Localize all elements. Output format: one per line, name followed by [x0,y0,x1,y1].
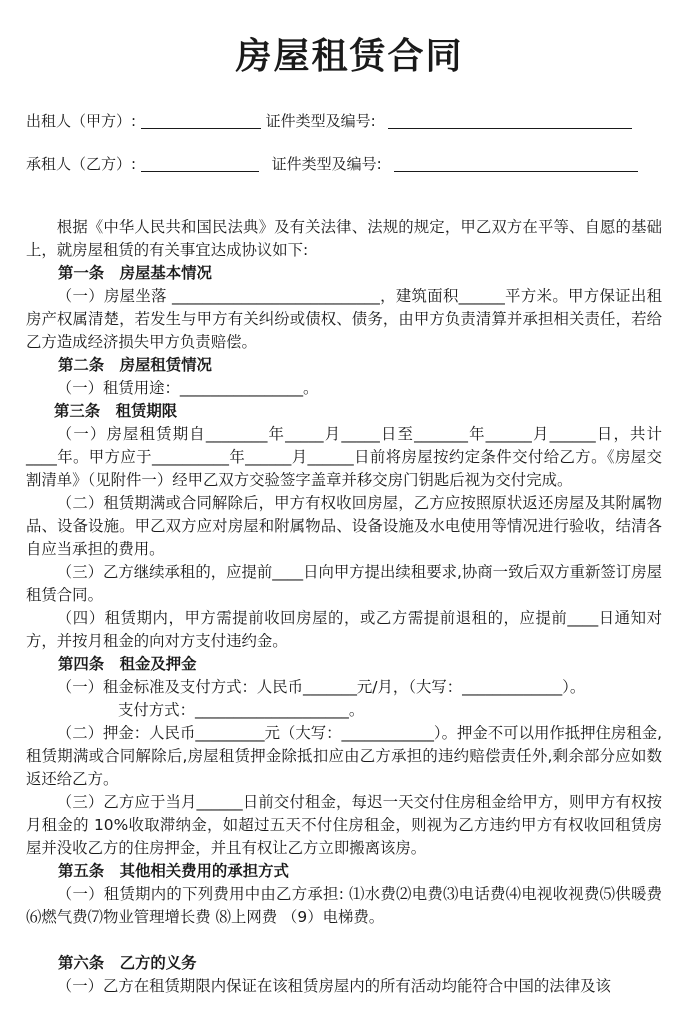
lessee-id-blank [394,155,638,172]
lessor-label: 出租人（甲方）: [26,112,137,130]
contract-title: 房屋租赁合同 [235,36,464,77]
paragraph: （三）乙方应于当月______日前交付租金，每迟一天交付住房租金给甲方，则甲方有权按月租金的 10%收取滞纳金，如超过五天不付住房租金，则视为乙方违约甲方有权收回租赁房屋并没收乙方的住房押金，并且有权让乙方立即搬离该房。 [26,793,662,857]
lessor-line [26,110,632,131]
lessee-name-blank [141,155,259,172]
article-heading: 第三条 租赁期限 [54,402,178,420]
lessee-line [26,153,638,174]
paragraph-gap [26,929,662,952]
lessor-name-blank [141,112,261,129]
article-heading: 第四条 租金及押金 [58,655,197,673]
paragraph: （一）房屋租赁期自________年_____月_____日至_______年______月______日，共计____年。甲方应于__________年______月______日前将房屋按约定条件交付给乙方。《房屋交割清单》（见附件一）经甲乙双方交验签字盖章并移交房门钥匙后视为交付完成。 [26,425,662,489]
paragraph: 根据《中华人民共和国民法典》及有关法律、法规的规定，甲乙双方在平等、自愿的基础上，就房屋租赁的有关事宜达成协议如下: [26,218,662,259]
article-heading: 第五条 其他相关费用的承担方式 [58,862,289,880]
article-heading: 第二条 房屋租赁情况 [58,356,212,374]
paragraph: （一）租赁期内的下列费用中由乙方承担: ⑴水费⑵电费⑶电话费⑷电视收视费⑸供暖费⑹燃气费⑺物业管理增长费 ⑻上网费 （9）电梯费。 [26,885,662,926]
article-heading: 第一条 房屋基本情况 [58,264,212,282]
paragraph: （一）房屋坐落 ___________________________，建筑面积______平方米。甲方保证出租房产权属清楚，若发生与甲方有关纠纷或债权、债务，由甲方负责清算并承担相关责任，若给乙方造成经济损失甲方负责赔偿。 [26,287,662,351]
paragraph: （四）租赁期内，甲方需提前收回房屋的，或乙方需提前退租的，应提前____日通知对方，并按月租金的向对方支付违约金。 [26,609,662,650]
paragraph: （二）押金：人民币_________元（大写：____________）。押金不可以用作抵押住房租金,租赁期满或合同解除后,房屋租赁押金除抵扣应由乙方承担的违约赔偿责任外,剩余部分应如数返还给乙方。 [26,724,662,788]
lessor-id-label: 证件类型及编号: [265,112,376,130]
lessor-id-blank [388,112,632,129]
paragraph: 支付方式：____________________。 [118,701,365,719]
lessee-id-label: 证件类型及编号: [271,155,382,173]
contract-body [26,216,662,998]
paragraph: （一）乙方在租赁期限内保证在该租赁房屋内的所有活动均能符合中国的法律及该 [56,977,611,995]
article-heading: 第六条 乙方的义务 [58,954,197,972]
paragraph: （一）租赁用途：________________。 [56,379,319,397]
paragraph: （一）租金标准及支付方式：人民币_______元/月，（大写：_____________）。 [56,678,586,696]
paragraph: （二）租赁期满或合同解除后，甲方有权收回房屋，乙方应按照原状返还房屋及其附属物品、设备设施。甲乙双方应对房屋和附属物品、设备设施及水电使用等情况进行验收，结清各自应当承担的费用。 [26,494,662,558]
paragraph: （三）乙方继续承租的，应提前____日向甲方提出续租要求,协商一致后双方重新签订房屋租赁合同。 [26,563,662,604]
lessee-label: 承租人（乙方）: [26,155,137,173]
